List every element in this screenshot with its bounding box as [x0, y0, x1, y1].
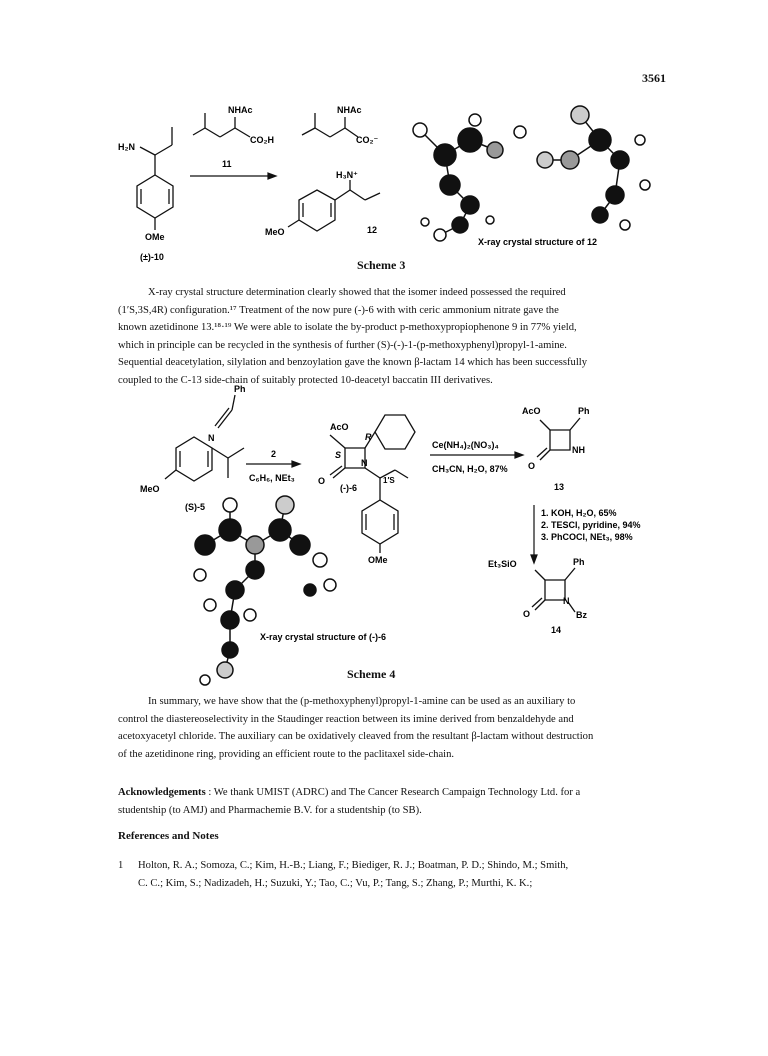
reaction-arrow-2	[246, 461, 300, 467]
compound12-nhac: NHAc	[337, 105, 362, 115]
paragraph-2-line-1: In summary, we have show that the (p-methoxyphenyl)propyl-1-amine can be used as an auxiliary to	[148, 696, 576, 707]
compound10-ome: OMe	[145, 232, 165, 242]
paragraph-1-line-4: which in principle can be recycled in the synthesis of further (S)-(-)-1-(p-methoxyphenyl)propyl-1-amine.	[118, 339, 567, 351]
scheme4-title: Scheme 4	[347, 667, 396, 681]
can-conditions: CH₃CN, H₂O, 87%	[432, 464, 508, 474]
reagent-2: 2	[271, 449, 277, 459]
meo-label: MeO	[140, 484, 160, 494]
c14-bz-label: Bz	[576, 610, 587, 620]
paragraph-1-line-5: Sequential deacetylation, silylation and benzoylation gave the known β-lactam 14 which has been successfully	[118, 357, 588, 369]
compound12-h3n: H₃N⁺	[336, 170, 358, 180]
reagent-2-conditions: C₆H₆, NEt₃	[249, 473, 295, 483]
n-imine-label: N	[208, 433, 215, 443]
compound11-co2h: CO₂H	[250, 135, 274, 145]
paragraph-1-line-3: known azetidinone 13.¹⁸·¹⁹ We were able to isolate the by-product p-methoxypropiophenone 9 in 77% yield,	[118, 322, 577, 334]
reference-1-number: 1	[118, 860, 124, 871]
acknowledgements-label: Acknowledgements	[118, 787, 206, 798]
s-stereo-label: S	[335, 450, 342, 460]
r-stereo-label: R	[365, 432, 372, 442]
paragraph-2-line-3: acetoxyacetyl chloride. The auxiliary can be oxidatively cleaved from the resultant β-lactam without destruction	[118, 731, 594, 743]
o-lactam-label: O	[318, 476, 326, 486]
ome-label: OMe	[368, 555, 388, 565]
compound11-nhac: NHAc	[228, 105, 253, 115]
c14-ph-label: Ph	[573, 557, 585, 567]
reaction-arrow-3	[430, 452, 523, 458]
references-heading: References and Notes	[118, 830, 219, 842]
reference-1-line-2: C. C.; Kim, S.; Nadizadeh, H.; Suzuki, Y.; Tao, C.; Vu, P.; Tang, S.; Zhang, P.; Murthi, K. K.;	[138, 877, 533, 889]
compound10-nh2: H₂N	[118, 142, 135, 152]
acknowledgements-text-2: studentship (to AMJ) and Pharmachemie B.V. for a studentship (to SB).	[118, 804, 422, 816]
acknowledgements	[118, 784, 658, 819]
c14-o-label: O	[523, 609, 531, 619]
step-3: 3. PhCOCl, NEt₃, 98%	[541, 532, 633, 542]
paragraph-2-line-4: of the azetidinone ring, providing an efficient route to the paclitaxel side-chain.	[118, 748, 455, 760]
paragraph-2-line-2: control the diastereoselectivity in the Staudinger reaction between its imine derived from benzaldehyde and	[118, 713, 574, 725]
crystal-caption-12: X-ray crystal structure of 12	[478, 237, 598, 247]
step-1: 1. KOH, H₂O, 65%	[541, 508, 617, 518]
aco-label: AcO	[330, 422, 349, 432]
paragraph-1-line-6: coupled to the C-13 side-chain of suitably protected 10-deacetyl baccatin III derivatives.	[118, 374, 493, 386]
ph-label: Ph	[234, 384, 246, 394]
paragraph-2	[118, 693, 658, 763]
can-reagent: Ce(NH₄)₂(NO₃)₄	[432, 440, 499, 450]
acknowledgements-text: : We thank UMIST (ADRC) and The Cancer Research Campaign Technology Ltd. for a	[205, 787, 581, 798]
c13-nh-label: NH	[572, 445, 585, 455]
step-2: 2. TESCl, pyridine, 94%	[541, 520, 641, 530]
reaction-arrow-4	[531, 505, 537, 563]
c14-et3sio-label: Et₃SiO	[488, 559, 517, 569]
compound10-label: (±)-10	[140, 252, 164, 262]
compound-s5-structure	[165, 395, 244, 481]
page-number: 3561	[642, 71, 666, 85]
n-lactam-label: N	[361, 458, 368, 468]
neg6-label: (-)-6	[340, 483, 357, 493]
compound12-label: 12	[367, 225, 378, 235]
c14-n-label: N	[563, 596, 570, 606]
c13-ph-label: Ph	[578, 406, 590, 416]
compound12-meo: MeO	[265, 227, 285, 237]
crystal-caption-neg6: X-ray crystal structure of (-)-6	[260, 632, 387, 642]
compound11-label: 11	[222, 159, 232, 169]
one-prime-s-label: 1′S	[383, 476, 395, 485]
c13-o-label: O	[528, 461, 536, 471]
reference-1	[118, 857, 658, 897]
compound12-co2: CO₂⁻	[356, 135, 379, 145]
paragraph-1-line-2: (1′S,3S,4R) configuration.¹⁷ Treatment of the now pure (-)-6 with with ceric ammonium nitrate gave the	[118, 304, 559, 316]
s5-label: (S)-5	[185, 502, 205, 512]
compound14-label: 14	[551, 625, 562, 635]
crystal-structure-neg6	[194, 496, 336, 685]
scheme3-title: Scheme 3	[357, 258, 406, 272]
compound13-label: 13	[554, 482, 565, 492]
reference-1-line-1: Holton, R. A.; Somoza, C.; Kim, H.-B.; Liang, F.; Biediger, R. J.; Boatman, P. D.; Shindo, M.; Smith,	[138, 860, 569, 871]
c13-aco-label: AcO	[522, 406, 541, 416]
paragraph-1-line-1: X-ray crystal structure determination clearly showed that the isomer indeed possessed the required	[148, 287, 566, 298]
